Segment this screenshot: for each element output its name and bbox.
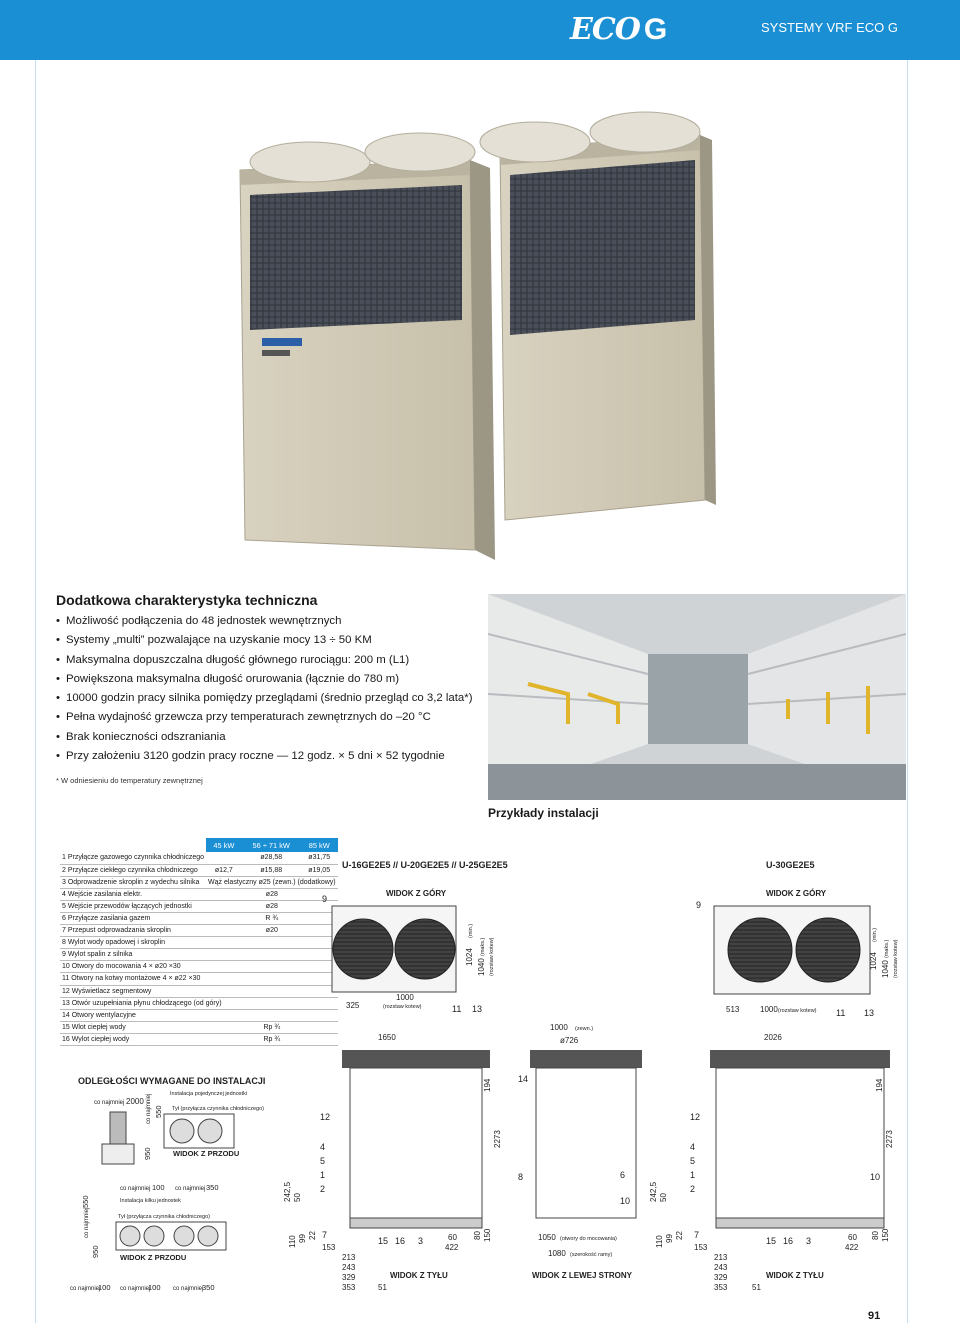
table-row: 6 Przyłącze zasilania gazem R ¾ [60,912,338,924]
callout: 3 [806,1236,812,1246]
dim-99: 99 [665,1234,674,1243]
dim-2273: 2273 [493,1130,502,1148]
dim-110: 110 [655,1235,664,1248]
back-view-label-b: WIDOK Z TYŁU [766,1271,824,1280]
callout: 5 [320,1156,326,1166]
dim-80: 80 [473,1231,482,1240]
callout: 16 [783,1236,794,1246]
callout: 1 [690,1170,696,1180]
dim-150: 150 [881,1228,890,1242]
hero-outdoor-units-illustration [200,80,740,580]
clearances-title: ODLEGŁOŚCI WYMAGANE DO INSTALACJI [78,1076,266,1086]
left-view-label: WIDOK Z LEWEJ STRONY [532,1271,632,1280]
dim-329: 329 [342,1273,356,1282]
max-label: (maks.) [480,937,486,956]
max-label: (maks.) [884,939,890,958]
clearance-100: 100 [98,1283,111,1292]
dim-329: 329 [714,1273,728,1282]
callout: 7 [322,1230,328,1240]
table-row: 7 Przepust odprowadzania skroplin ø20 [60,925,338,937]
list-item: • Systemy „multi” pozwalające na uzyskanie mocy 13 ÷ 50 KM [56,631,476,650]
list-item: • Maksymalna dopuszczalna długość głównego rurociągu: 200 m (L1) [56,651,476,670]
table-row: 13 Otwór uzupełniania płynu chłodzącego (od góry) [60,997,338,1009]
callout: 14 [518,1074,529,1084]
list-item: • Przy założeniu 3120 godzin pracy roczne — 12 godz. × 5 dni × 52 tygodnie [56,747,476,766]
dim-1024: 1024 [465,948,474,966]
table-row: 8 Wylot wody opadowej i skroplin [60,937,338,949]
dim-51: 51 [752,1283,761,1292]
dim-50: 50 [293,1193,302,1202]
table-row: 1 Przyłącze gazowego czynnika chłodniczego ø28,58 ø31,75 [60,852,338,864]
callout: 9 [696,900,702,910]
dim-150: 150 [483,1228,492,1242]
dim-1040: 1040 [477,958,486,976]
dim-153: 153 [694,1243,708,1252]
callout: 13 [472,1004,483,1014]
callout: 10 [870,1172,881,1182]
dim-1000: 1000 [550,1023,568,1032]
anchor-spacing-label: (rozstaw kotew) [383,1004,422,1010]
dim-99: 99 [298,1234,307,1243]
brand-plate [262,338,302,346]
front-unit [240,133,495,560]
col-45kw: 45 kW [206,838,242,852]
min-label: (min.) [872,927,878,942]
dim-353: 353 [714,1283,728,1292]
callout: 16 [395,1236,406,1246]
at-least-label: co najmniej [94,1100,125,1106]
page-number: 91 [868,1310,881,1322]
left-margin-strip [0,60,36,1323]
callout: 10 [620,1196,631,1206]
anchor-spacing-label: (rozstaw kotew) [489,937,495,976]
dim-1000: 1000 [760,1005,778,1014]
table-row: 5 Wejście przewodów łączących jednostki ø28 [60,900,338,912]
dim-325: 325 [346,1001,360,1010]
dim-153: 153 [322,1243,336,1252]
dim-1000: 1000 [396,993,414,1002]
rear-unit [480,112,716,520]
dim-194: 194 [875,1078,884,1092]
col-85kw: 85 kW [301,838,338,852]
callout: 4 [320,1142,326,1152]
series-title: SYSTEMY VRF ECO G [760,20,898,35]
features-section [56,592,476,766]
clearance-950: 950 [143,1147,152,1160]
model-a-top-view-label: WIDOK Z GÓRY [386,889,447,898]
clearance-550: 550 [81,1195,90,1208]
table-row: 2 Przyłącze ciekłego czynnika chłodniczego ø12,7 ø15,88 ø19,05 [60,864,338,876]
clearance-100: 100 [148,1283,161,1292]
callout: 2 [320,1184,326,1194]
dim-60: 60 [448,1233,457,1242]
callout: 3 [418,1236,424,1246]
dim-194: 194 [483,1078,492,1092]
dim-50: 50 [659,1193,668,1202]
dim-243: 243 [342,1263,356,1272]
col-56-71kw: 56 ÷ 71 kW [242,838,301,852]
table-row: 4 Wejście zasilania elektr. ø28 [60,888,338,900]
back-multi-label: Tył (przyłącza czynnika chłodniczego) [118,1214,211,1220]
single-install-label: Instalacja pojedynczej jednostki [170,1091,248,1097]
dim-80: 80 [871,1231,880,1240]
table-row: 3 Odprowadzenie skroplin z wydechu silnika Wąż elastyczny ø25 (zewn.) (dodatkowy) [60,876,338,888]
back-single-label: Tył (przyłącza czynnika chłodniczego) [172,1106,265,1112]
model-b-title: U-30GE2E5 [766,860,815,870]
features-title: Dodatkowa charakterystyka techniczna [56,592,318,608]
eco-g-logo: ECO G [570,12,667,47]
anchor-spacing-label: (rozstaw kotew) [893,939,899,978]
features-list [56,612,476,766]
dim-213: 213 [342,1253,356,1262]
table-row: 14 Otwory wentylacyjne [60,1009,338,1021]
dim-51: 51 [378,1283,387,1292]
dim-243: 243 [714,1263,728,1272]
table-row: 9 Wylot spalin z silnika [60,949,338,961]
model-a-title: U-16GE2E5 // U-20GE2E5 // U-25GE2E5 [342,860,508,870]
dim-22: 22 [675,1231,684,1240]
dim-242: 242,5 [283,1181,292,1202]
dim-60: 60 [848,1233,857,1242]
callout: 11 [452,1004,462,1014]
list-item: • Pełna wydajność grzewcza przy temperaturach zewnętrznych do –20 °C [56,708,476,727]
back-view-label: WIDOK Z TYŁU [390,1271,448,1280]
footnote: * W odniesieniu do temperatury zewnętrznej [56,776,203,785]
list-item: • Brak konieczności odszraniania [56,728,476,747]
callout: 15 [378,1236,389,1246]
clearance-100: 100 [152,1183,165,1192]
at-least-label: co najmniej [120,1286,151,1292]
table-row: 16 Wylot ciepłej wody Rp ¾ [60,1033,338,1045]
install-caption: Przykłady instalacji [488,806,599,820]
multi-install-label: Instalacja kilku jednostek [120,1198,181,1204]
model-b-top-view-label: WIDOK Z GÓRY [766,889,827,898]
at-least-label: co najmniej [70,1286,101,1292]
clearance-2000: 2000 [126,1097,144,1106]
callout: 5 [690,1156,696,1166]
at-least-label: co najmniej [84,1207,90,1238]
dim-1650: 1650 [378,1033,396,1042]
at-least-label: co najmniej [175,1186,206,1192]
dim-22: 22 [308,1231,317,1240]
min-label: (min.) [468,923,474,938]
callout: 6 [620,1170,626,1180]
dim-2273: 2273 [885,1130,894,1148]
at-least-label: co najmniej [146,1093,152,1124]
callout: 9 [322,894,328,904]
table-row: 12 Wyświetlacz segmentowy [60,985,338,997]
callout: 8 [518,1172,524,1182]
dim-353: 353 [342,1283,356,1292]
mount-holes-label: (otwory do mocowania) [560,1236,617,1242]
ext-label: (zewn.) [575,1026,594,1032]
dim-422: 422 [845,1243,859,1252]
dim-1040: 1040 [881,960,890,978]
anchor-spacing-label: (rozstaw kotew) [778,1008,817,1014]
callout: 15 [766,1236,777,1246]
callout: 7 [694,1230,700,1240]
callout: 2 [690,1184,696,1194]
dim-2026: 2026 [764,1033,782,1042]
callout: 13 [864,1008,875,1018]
front-view-multi-label: WIDOK Z PRZODU [120,1253,187,1262]
list-item: • 10000 godzin pracy silnika pomiędzy przeglądami (średnio przegląd co 3,2 lata*) [56,689,476,708]
dim-726: ø726 [560,1036,579,1045]
at-least-label: co najmniej [120,1186,151,1192]
page-header [0,0,960,60]
at-least-label: co najmniej [173,1286,204,1292]
table-row: 11 Otwory na kotwy montażowe 4 × ø22 ×30 [60,973,338,985]
dim-1080: 1080 [548,1249,566,1258]
callout: 1 [320,1170,326,1180]
dim-1050: 1050 [538,1233,556,1242]
front-view-label: WIDOK Z PRZODU [173,1149,240,1158]
list-item: • Powiększona maksymalna długość orurowania (łącznie do 780 m) [56,670,476,689]
callout: 12 [320,1112,331,1122]
dim-513: 513 [726,1005,740,1014]
callout: 12 [690,1112,701,1122]
dim-1024: 1024 [869,952,878,970]
clearance-350: 350 [206,1183,219,1192]
clearance-550: 550 [154,1105,163,1118]
table-row: 10 Otwory do mocowania 4 × ø20 ×30 [60,961,338,973]
dim-213: 213 [714,1253,728,1262]
dim-422: 422 [445,1243,459,1252]
frame-width-label: (szerokość ramy) [570,1252,613,1258]
installation-photo [488,594,906,800]
dim-110: 110 [288,1235,297,1248]
clearance-350: 350 [202,1283,215,1292]
technical-drawings [60,838,910,1298]
dim-242: 242,5 [649,1181,658,1202]
list-item: • Możliwość podłączenia do 48 jednostek wewnętrznych [56,612,476,631]
clearance-950: 950 [91,1245,100,1258]
table-row: 15 Wlot ciepłej wody Rp ¾ [60,1021,338,1033]
callout: 11 [836,1008,846,1018]
callout: 4 [690,1142,696,1152]
